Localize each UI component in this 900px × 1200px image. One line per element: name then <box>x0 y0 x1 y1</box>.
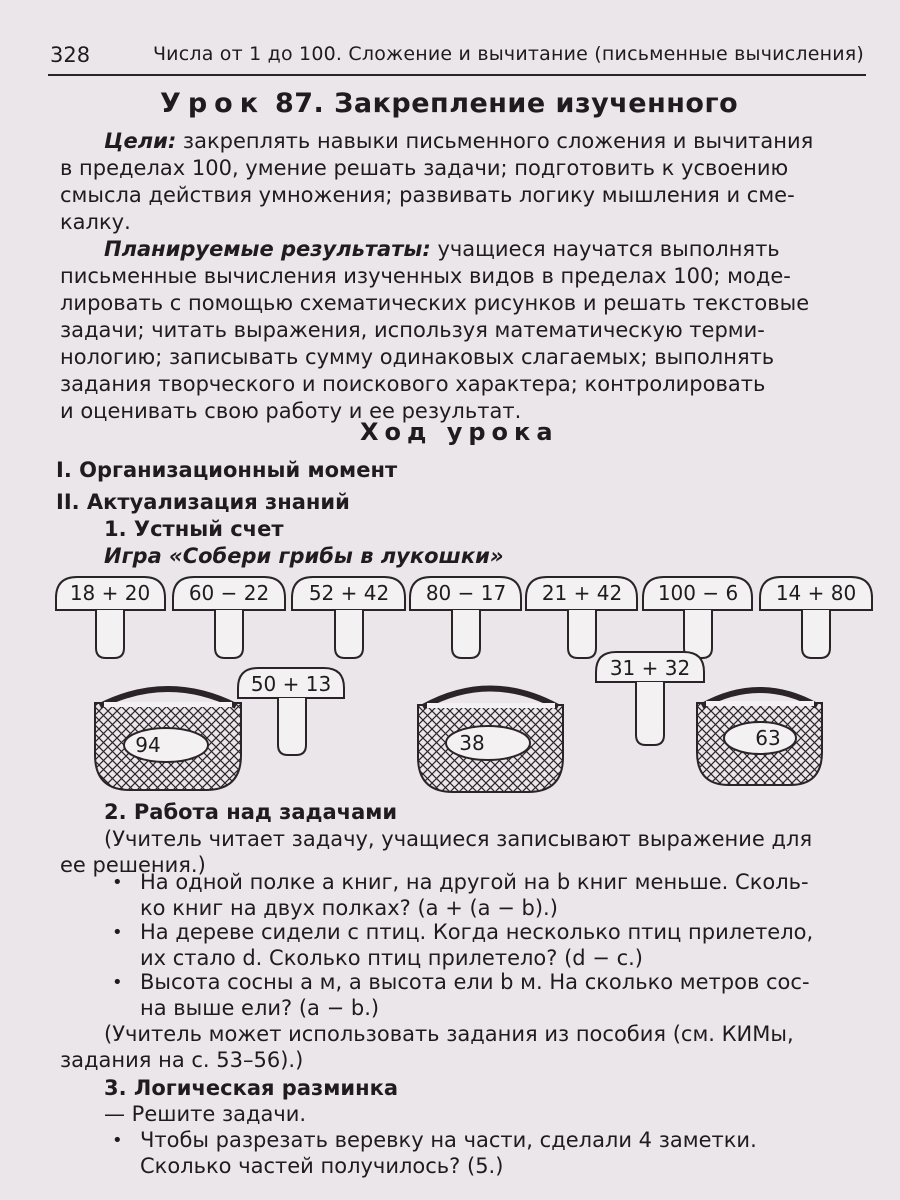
results-line: письменные вычисления изученных видов в пределах 100; моде- <box>60 264 791 288</box>
goals-line: закреплять навыки письменного сложения и вычитания <box>182 129 814 153</box>
logic-task-line: Сколько частей получилось? (5.) <box>140 1154 504 1178</box>
section-actual: II. Актуализация знаний <box>56 490 350 514</box>
mushroom-expression: 18 + 20 <box>69 581 151 605</box>
mushroom-expression: 31 + 32 <box>609 656 691 680</box>
mushroom-expression: 60 − 22 <box>188 581 270 605</box>
task-line: Высота сосны a м, а высота ели b м. На сколько метров сос- <box>140 970 810 994</box>
game-title: Игра «Собери грибы в лукошки» <box>104 544 504 568</box>
mushroom-expression: 14 + 80 <box>775 581 857 605</box>
results-line: задачи; читать выражения, используя математическую терми- <box>60 318 765 342</box>
header-rule <box>48 74 866 76</box>
mushroom-game-illustration <box>0 560 900 795</box>
task-line: ко книг на двух полках? (a + (a − b).) <box>140 896 558 920</box>
goals-line: калку. <box>60 210 131 234</box>
task-line: на выше ели? (a − b.) <box>140 996 380 1020</box>
teacher-note: задания на с. 53–56).) <box>60 1048 304 1072</box>
running-title: Числа от 1 до 100. Сложение и вычитание (письменные вычисления) <box>152 43 864 65</box>
basket <box>418 689 563 793</box>
tasks-intro: ее решения.) <box>60 853 206 877</box>
subsection-oral: 1. Устный счет <box>104 517 284 541</box>
task-line: На дереве сидели c птиц. Когда несколько птиц прилетело, <box>140 920 814 944</box>
bullet: • <box>112 922 123 943</box>
goals-paragraph <box>60 128 866 236</box>
goals-line: в пределах 100, умение решать задачи; подготовить к усвоению <box>60 156 789 180</box>
task-line: их стало d. Сколько птиц прилетело? (d − c.) <box>140 946 643 970</box>
teacher-note: (Учитель может использовать задания из пособия (см. КИМы, <box>104 1022 794 1046</box>
section-org: I. Организационный момент <box>56 458 398 482</box>
basket-number: 94 <box>135 733 161 757</box>
mushroom-expression: 50 + 13 <box>250 672 332 696</box>
mushroom-expression: 100 − 6 <box>657 581 739 605</box>
goals-label: Цели: <box>104 129 177 153</box>
bullet: • <box>112 872 123 893</box>
lesson-title-rest: 87. Закрепление изученного <box>274 88 739 119</box>
logic-heading: 3. Логическая разминка <box>104 1076 398 1100</box>
results-line: лировать с помощью схематических рисунков и решать текстовые <box>60 291 810 315</box>
tasks-intro: (Учитель читает задачу, учащиеся записывают выражение для <box>104 827 813 851</box>
results-paragraph <box>60 236 866 425</box>
tasks-heading: 2. Работа над задачами <box>104 800 398 824</box>
basket <box>95 689 241 790</box>
results-line: задания творческого и поискового характера; контролировать <box>60 372 766 396</box>
results-line: учащиеся научатся выполнять <box>437 237 780 261</box>
logic-instruction: — Решите задачи. <box>104 1102 307 1126</box>
basket-number: 38 <box>459 731 485 755</box>
page-number: 328 <box>50 43 91 67</box>
logic-task-line: Чтобы разрезать веревку на части, сделали 4 заметки. <box>140 1128 757 1152</box>
lesson-title <box>160 88 738 119</box>
task-line: На одной полке a книг, на другой на b книг меньше. Сколь- <box>140 870 809 894</box>
results-line: и оценивать свою работу и ее результат. <box>60 399 522 423</box>
mushroom-expression: 80 − 17 <box>425 581 507 605</box>
results-line: нологию; записывать сумму одинаковых слагаемых; выполнять <box>60 345 775 369</box>
results-label: Планируемые результаты: <box>104 237 431 261</box>
mushroom-expression: 52 + 42 <box>308 581 390 605</box>
bullet: • <box>112 1130 123 1151</box>
lesson-title-prefix: Урок <box>160 88 266 119</box>
goals-line: смысла действия умножения; развивать логику мышления и сме- <box>60 183 795 207</box>
mushroom-expression: 21 + 42 <box>541 581 623 605</box>
basket-number: 63 <box>755 726 781 750</box>
bullet: • <box>112 972 123 993</box>
course-heading: Ход урока <box>360 418 559 446</box>
